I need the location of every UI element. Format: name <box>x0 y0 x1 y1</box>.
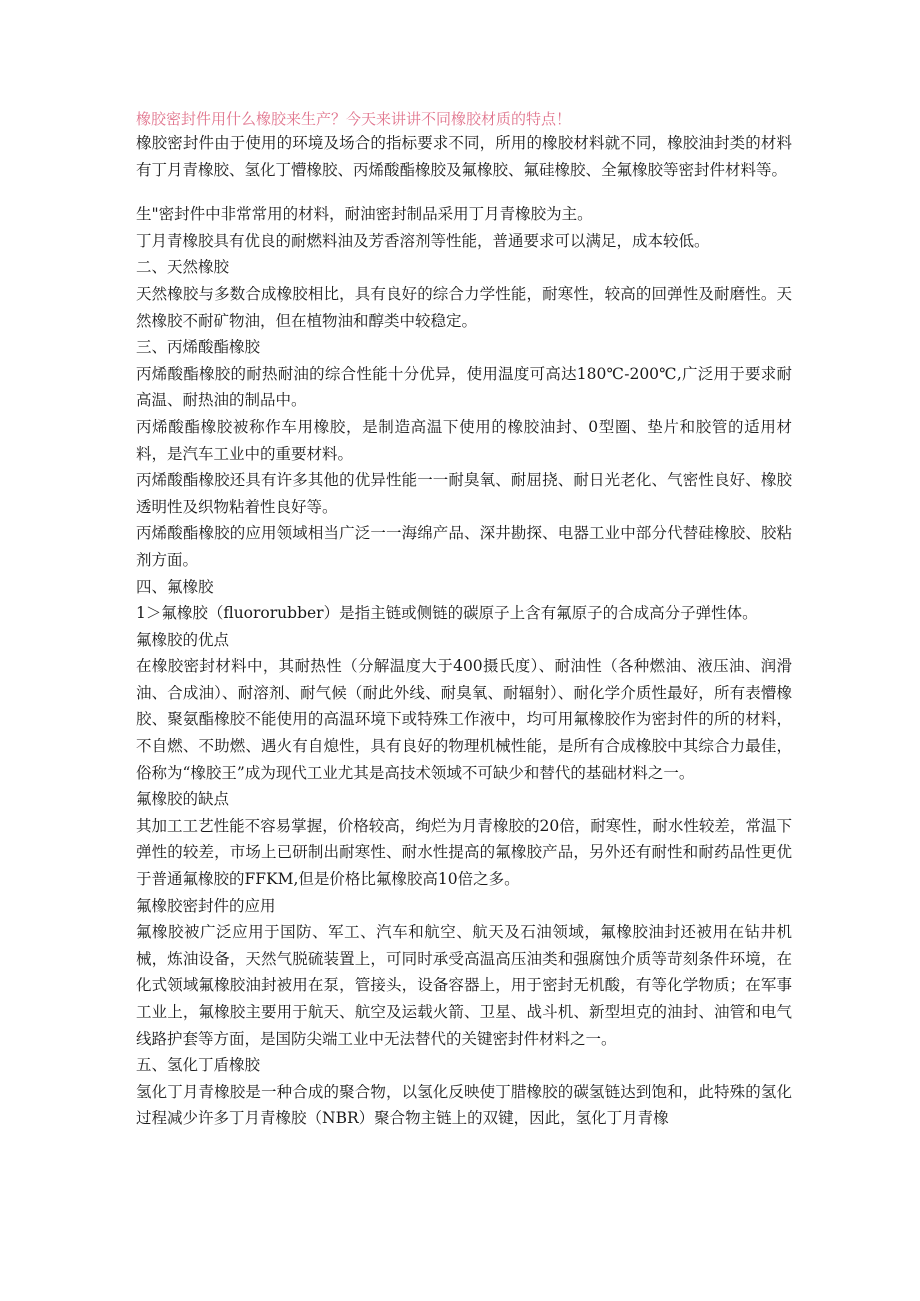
subheading-fluororubber-applications: 氟橡胶密封件的应用 <box>136 896 276 915</box>
acrylate-other-props-paragraph: 丙烯酸酯橡胶还具有许多其他的优异性能一一耐臭氧、耐屈挠、耐日光老化、气密性良好、橡胶透明性及织物粘着性良好等。 <box>136 471 792 516</box>
fluororubber-disadvantages-paragraph: 其加工工艺性能不容易掌握，价格较高，绚烂为月青橡胶的20倍，耐寒性，耐水性较差，常温下弹性的较差，市场上已研制出耐寒性、耐水性提高的氟橡胶产品，另外还有耐性和耐药品性更优于普通氟橡胶的FFKM,但是价格比氟橡胶高10倍之多。 <box>136 816 792 889</box>
fluororubber-applications-paragraph: 氟橡胶被广泛应用于国防、军工、汽车和航空、航天及石油领域，氟橡胶油封还被用在钻井机械，炼油设备，天然气脱硫装置上，可同时承受高温高压油类和强腐蚀介质等苛刻条件环境，在化式领域氟橡胶油封被用在泵，管接头，设备容器上，用于密封无机酸，有等化学物质；在军事工业上，氟橡胶主要用于航天、航空及运载火箭、卫星、战斗机、新型坦克的油封、油管和电气线路护套等方面，是国防尖端工业中无法替代的关键密封件材料之一。 <box>136 923 792 1048</box>
section-heading-acrylate-rubber: 三、丙烯酸酯橡胶 <box>136 338 261 357</box>
section-heading-natural-rubber: 二、天然橡胶 <box>136 258 230 277</box>
section-heading-fluororubber: 四、氟橡胶 <box>136 577 214 596</box>
fluororubber-advantages-paragraph: 在橡胶密封材料中，其耐热性（分解温度大于400摄氏度）、耐油性（各种燃油、液压油、润滑油、合成油）、耐溶剂、耐气候（耐此外线、耐臭氧、耐辐射）、耐化学介质性最好，所有表懵橡胶、聚氨酯橡胶不能使用的高温环境下或特殊工作液中，均可用氟橡胶作为密封件的所的材料，不自燃、不助燃、遇火有自熄性，具有良好的物理机械性能，是所有合成橡胶中其综合力最佳，俗称为“橡胶王”成为现代工业尤其是高技术领域不可缺少和替代的基础材料之一。 <box>136 657 792 782</box>
intro-paragraph: 橡胶密封件由于使用的环境及场合的指标要求不同，所用的橡胶材料就不同，橡胶油封类的材料有丁月青橡胶、氢化丁懵橡胶、丙烯酸酯橡胶及氟橡胶、氟硅橡胶、全氟橡胶等密封件材料等。 <box>136 134 792 179</box>
hnbr-paragraph: 氢化丁月青橡胶是一种合成的聚合物，以氢化反映使丁腊橡胶的碳氢链达到饱和，此特殊的氢化过程减少许多丁月青橡胶（NBR）聚合物主链上的双键，因此，氢化丁月青橡 <box>136 1082 792 1128</box>
section-heading-hnbr: 五、氢化丁盾橡胶 <box>136 1056 261 1075</box>
paragraph-gap <box>136 183 792 201</box>
natural-rubber-paragraph: 天然橡胶与多数合成橡胶相比，具有良好的综合力学性能，耐寒性，较高的回弹性及耐磨性。天然橡胶不耐矿物油，但在植物油和醇类中较稳定。 <box>136 284 792 330</box>
document-title: 橡胶密封件用什么橡胶来生产？今天来讲讲不同橡胶材质的特点！ <box>136 110 572 128</box>
nbr-usage-paragraph: 生"密封件中非常常用的材料，耐油密封制品采用丁月青橡胶为主。 <box>136 205 593 224</box>
fluororubber-definition-paragraph: 1＞氟橡胶（fluororubber）是指主链或侧链的碳原子上含有氟原子的合成高分子弹性体。 <box>136 604 758 623</box>
document-body <box>136 108 792 1132</box>
subheading-fluororubber-disadvantages: 氟橡胶的缺点 <box>136 790 230 809</box>
acrylate-automotive-paragraph: 丙烯酸酯橡胶被称作车用橡胶，是制造高温下使用的橡胶油封、0型圈、垫片和胶管的适用材料，是汽车工业中的重要材料。 <box>136 417 792 463</box>
acrylate-heat-paragraph: 丙烯酸酯橡胶的耐热耐油的综合性能十分优异，使用温度可高达180℃-200℃,广泛用于要求耐高温、耐热油的制品中。 <box>136 364 792 410</box>
subheading-fluororubber-advantages: 氟橡胶的优点 <box>136 630 230 649</box>
nbr-properties-paragraph: 丁月青橡胶具有优良的耐燃料油及芳香溶剂等性能，普通要求可以满足，成本较低。 <box>136 231 710 250</box>
acrylate-applications-paragraph: 丙烯酸酯橡胶的应用领域相当广泛一一海绵产品、深井勘探、电器工业中部分代替硅橡胶、胶粘剂方面。 <box>136 524 792 569</box>
